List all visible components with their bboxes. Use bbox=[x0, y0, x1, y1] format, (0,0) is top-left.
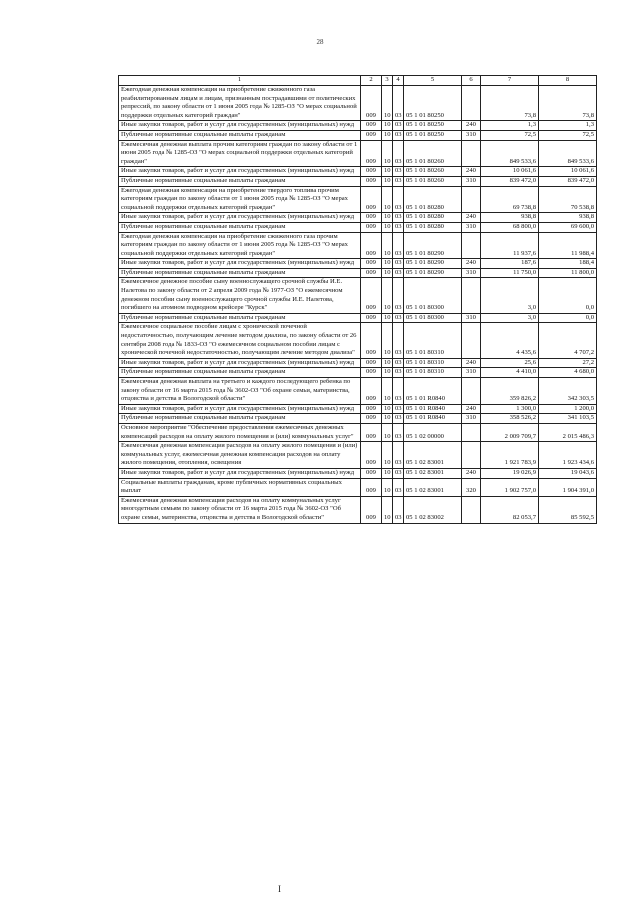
table-row bbox=[119, 468, 597, 478]
row-grbs-code: 009 bbox=[361, 442, 382, 469]
row-expense-type bbox=[462, 186, 481, 213]
row-amount-year2: 1 923 434,6 bbox=[539, 442, 597, 469]
table-row bbox=[119, 378, 597, 405]
row-expense-type bbox=[462, 378, 481, 405]
row-section-code: 10 bbox=[382, 167, 393, 177]
row-expense-type: 310 bbox=[462, 368, 481, 378]
row-amount-year2: 2 015 486,3 bbox=[539, 423, 597, 441]
row-target-article: 05 1 01 80290 bbox=[404, 259, 462, 269]
row-amount-year1: 11 750,0 bbox=[481, 268, 539, 278]
table-row bbox=[119, 414, 597, 424]
row-amount-year1: 839 472,0 bbox=[481, 176, 539, 186]
row-section-code: 10 bbox=[382, 423, 393, 441]
row-amount-year1: 4 410,0 bbox=[481, 368, 539, 378]
row-grbs-code: 009 bbox=[361, 213, 382, 223]
row-description: Ежемесячная денежная компенсация расходов на оплату жилого помещения и (или) коммунальных услуг, ежемесячная денежная компенсация расходов на оплату жилого помещения, отопления, освещения bbox=[119, 442, 361, 469]
table-row bbox=[119, 478, 597, 496]
row-description: Социальные выплаты гражданам, кроме публичных нормативных социальных выплат bbox=[119, 478, 361, 496]
row-grbs-code: 009 bbox=[361, 222, 382, 232]
row-section-code: 10 bbox=[382, 86, 393, 121]
row-amount-year2: 73,8 bbox=[539, 86, 597, 121]
row-subsection-code: 03 bbox=[393, 323, 404, 358]
row-amount-year2: 4 680,0 bbox=[539, 368, 597, 378]
table-row bbox=[119, 176, 597, 186]
row-subsection-code: 03 bbox=[393, 121, 404, 131]
row-amount-year1: 1 921 783,9 bbox=[481, 442, 539, 469]
row-subsection-code: 03 bbox=[393, 468, 404, 478]
row-expense-type bbox=[462, 140, 481, 167]
row-subsection-code: 03 bbox=[393, 358, 404, 368]
row-expense-type: 310 bbox=[462, 222, 481, 232]
row-amount-year2: 69 600,0 bbox=[539, 222, 597, 232]
column-header: 4 bbox=[393, 76, 404, 86]
row-amount-year2: 4 707,2 bbox=[539, 323, 597, 358]
row-expense-type: 240 bbox=[462, 259, 481, 269]
table-row bbox=[119, 323, 597, 358]
row-grbs-code: 009 bbox=[361, 176, 382, 186]
row-amount-year2: 19 043,6 bbox=[539, 468, 597, 478]
row-subsection-code: 03 bbox=[393, 167, 404, 177]
row-section-code: 10 bbox=[382, 140, 393, 167]
row-amount-year1: 849 533,6 bbox=[481, 140, 539, 167]
row-subsection-code: 03 bbox=[393, 86, 404, 121]
row-subsection-code: 03 bbox=[393, 442, 404, 469]
row-expense-type bbox=[462, 496, 481, 523]
row-expense-type: 240 bbox=[462, 121, 481, 131]
row-expense-type: 310 bbox=[462, 268, 481, 278]
row-grbs-code: 009 bbox=[361, 140, 382, 167]
row-grbs-code: 009 bbox=[361, 313, 382, 323]
row-grbs-code: 009 bbox=[361, 268, 382, 278]
row-subsection-code: 03 bbox=[393, 404, 404, 414]
row-description: Иные закупки товаров, работ и услуг для государственных (муниципальных) нужд bbox=[119, 121, 361, 131]
row-amount-year1: 938,8 bbox=[481, 213, 539, 223]
row-amount-year1: 4 435,6 bbox=[481, 323, 539, 358]
row-target-article: 05 1 01 80250 bbox=[404, 130, 462, 140]
row-grbs-code: 009 bbox=[361, 378, 382, 405]
table-row bbox=[119, 259, 597, 269]
column-header: 3 bbox=[382, 76, 393, 86]
row-description: Иные закупки товаров, работ и услуг для государственных (муниципальных) нужд bbox=[119, 358, 361, 368]
row-subsection-code: 03 bbox=[393, 176, 404, 186]
column-header: 8 bbox=[539, 76, 597, 86]
column-header: 5 bbox=[404, 76, 462, 86]
row-expense-type: 240 bbox=[462, 468, 481, 478]
table-row bbox=[119, 167, 597, 177]
row-target-article: 05 1 01 80250 bbox=[404, 121, 462, 131]
row-amount-year2: 27,2 bbox=[539, 358, 597, 368]
row-description: Ежемесячная денежная выплата на третьего и каждого последующего ребенка по закону области от 16 марта 2015 года № 3602-ОЗ "Об охране семьи, материнства, отцовства и детства в Вологодской области" bbox=[119, 378, 361, 405]
row-target-article: 05 1 01 80260 bbox=[404, 140, 462, 167]
column-header: 2 bbox=[361, 76, 382, 86]
row-amount-year1: 19 026,9 bbox=[481, 468, 539, 478]
row-section-code: 10 bbox=[382, 313, 393, 323]
row-target-article: 05 1 02 83001 bbox=[404, 468, 462, 478]
row-description: Иные закупки товаров, работ и услуг для государственных (муниципальных) нужд bbox=[119, 213, 361, 223]
table-row bbox=[119, 232, 597, 259]
row-expense-type: 310 bbox=[462, 130, 481, 140]
row-section-code: 10 bbox=[382, 176, 393, 186]
column-header: 1 bbox=[119, 76, 361, 86]
row-grbs-code: 009 bbox=[361, 121, 382, 131]
row-amount-year2: 1 904 391,0 bbox=[539, 478, 597, 496]
column-header: 7 bbox=[481, 76, 539, 86]
row-section-code: 10 bbox=[382, 468, 393, 478]
row-grbs-code: 009 bbox=[361, 259, 382, 269]
row-description: Основное мероприятие "Обеспечение предоставления ежемесячных денежных компенсаций расходов на оплату жилого помещения и (или) коммунальных услуг" bbox=[119, 423, 361, 441]
table-row bbox=[119, 86, 597, 121]
row-description: Публичные нормативные социальные выплаты гражданам bbox=[119, 176, 361, 186]
row-target-article: 05 1 01 R0840 bbox=[404, 414, 462, 424]
row-target-article: 05 1 02 83001 bbox=[404, 478, 462, 496]
row-amount-year1: 68 800,0 bbox=[481, 222, 539, 232]
row-amount-year2: 849 533,6 bbox=[539, 140, 597, 167]
table-row bbox=[119, 368, 597, 378]
row-grbs-code: 009 bbox=[361, 186, 382, 213]
row-subsection-code: 03 bbox=[393, 278, 404, 313]
row-target-article: 05 1 01 80280 bbox=[404, 213, 462, 223]
row-section-code: 10 bbox=[382, 442, 393, 469]
row-section-code: 10 bbox=[382, 378, 393, 405]
row-expense-type: 310 bbox=[462, 313, 481, 323]
row-subsection-code: 03 bbox=[393, 222, 404, 232]
row-description: Иные закупки товаров, работ и услуг для государственных (муниципальных) нужд bbox=[119, 404, 361, 414]
table-row bbox=[119, 313, 597, 323]
row-grbs-code: 009 bbox=[361, 468, 382, 478]
table-row bbox=[119, 186, 597, 213]
row-amount-year2: 72,5 bbox=[539, 130, 597, 140]
row-subsection-code: 03 bbox=[393, 186, 404, 213]
row-description: Иные закупки товаров, работ и услуг для государственных (муниципальных) нужд bbox=[119, 468, 361, 478]
row-section-code: 10 bbox=[382, 368, 393, 378]
row-expense-type bbox=[462, 86, 481, 121]
row-subsection-code: 03 bbox=[393, 478, 404, 496]
row-grbs-code: 009 bbox=[361, 414, 382, 424]
row-subsection-code: 03 bbox=[393, 259, 404, 269]
row-expense-type bbox=[462, 278, 481, 313]
row-section-code: 10 bbox=[382, 186, 393, 213]
row-expense-type: 310 bbox=[462, 176, 481, 186]
row-subsection-code: 03 bbox=[393, 414, 404, 424]
table-row bbox=[119, 140, 597, 167]
row-expense-type: 320 bbox=[462, 478, 481, 496]
row-section-code: 10 bbox=[382, 259, 393, 269]
row-amount-year1: 11 937,6 bbox=[481, 232, 539, 259]
row-subsection-code: 03 bbox=[393, 368, 404, 378]
row-section-code: 10 bbox=[382, 213, 393, 223]
row-subsection-code: 03 bbox=[393, 378, 404, 405]
table-row bbox=[119, 423, 597, 441]
row-amount-year2: 10 061,6 bbox=[539, 167, 597, 177]
row-amount-year1: 3,0 bbox=[481, 313, 539, 323]
row-subsection-code: 03 bbox=[393, 130, 404, 140]
row-target-article: 05 1 01 R0840 bbox=[404, 378, 462, 405]
row-description: Ежемесячная денежная компенсация расходов на оплату коммунальных услуг многодетным семьям по закону области от 16 марта 2015 года № 3602-ОЗ "Об охране семьи, материнства, отцовства и детства в Вологодской области" bbox=[119, 496, 361, 523]
row-amount-year2: 938,8 bbox=[539, 213, 597, 223]
row-amount-year1: 187,6 bbox=[481, 259, 539, 269]
row-grbs-code: 009 bbox=[361, 496, 382, 523]
row-target-article: 05 1 01 80290 bbox=[404, 268, 462, 278]
row-section-code: 10 bbox=[382, 478, 393, 496]
row-description: Ежегодная денежная компенсация на приобретение сжиженного газа реабилитированным лицам и лицам, признанным пострадавшими от политических репрессий, по закону области от 1 июня 2005 года № 1285-ОЗ "О мерах социальной поддержки отдельных категорий граждан" bbox=[119, 86, 361, 121]
row-section-code: 10 bbox=[382, 404, 393, 414]
row-description: Ежегодная денежная компенсация на приобретение твердого топлива прочим категориям граждан по закону области от 1 июня 2005 года № 1285-ОЗ "О мерах социальной поддержки отдельных категорий граждан" bbox=[119, 186, 361, 213]
row-subsection-code: 03 bbox=[393, 268, 404, 278]
row-subsection-code: 03 bbox=[393, 140, 404, 167]
row-section-code: 10 bbox=[382, 121, 393, 131]
row-target-article: 05 1 01 80300 bbox=[404, 278, 462, 313]
row-expense-type: 310 bbox=[462, 414, 481, 424]
row-subsection-code: 03 bbox=[393, 213, 404, 223]
row-amount-year1: 1 902 757,0 bbox=[481, 478, 539, 496]
row-amount-year2: 11 988,4 bbox=[539, 232, 597, 259]
row-section-code: 10 bbox=[382, 414, 393, 424]
row-section-code: 10 bbox=[382, 323, 393, 358]
row-description: Публичные нормативные социальные выплаты гражданам bbox=[119, 130, 361, 140]
row-section-code: 10 bbox=[382, 130, 393, 140]
row-expense-type: 240 bbox=[462, 167, 481, 177]
row-description: Публичные нормативные социальные выплаты гражданам bbox=[119, 368, 361, 378]
row-subsection-code: 03 bbox=[393, 496, 404, 523]
table-row bbox=[119, 358, 597, 368]
row-target-article: 05 1 01 80260 bbox=[404, 176, 462, 186]
row-amount-year1: 3,0 bbox=[481, 278, 539, 313]
row-amount-year1: 25,6 bbox=[481, 358, 539, 368]
row-section-code: 10 bbox=[382, 268, 393, 278]
row-target-article: 05 1 01 80290 bbox=[404, 232, 462, 259]
row-subsection-code: 03 bbox=[393, 232, 404, 259]
row-grbs-code: 009 bbox=[361, 232, 382, 259]
row-grbs-code: 009 bbox=[361, 323, 382, 358]
row-amount-year1: 2 009 709,7 bbox=[481, 423, 539, 441]
row-target-article: 05 1 02 83002 bbox=[404, 496, 462, 523]
row-description: Публичные нормативные социальные выплаты гражданам bbox=[119, 222, 361, 232]
row-expense-type bbox=[462, 423, 481, 441]
page-number: 28 bbox=[316, 38, 324, 46]
row-grbs-code: 009 bbox=[361, 478, 382, 496]
row-amount-year2: 839 472,0 bbox=[539, 176, 597, 186]
row-description: Иные закупки товаров, работ и услуг для государственных (муниципальных) нужд bbox=[119, 259, 361, 269]
row-amount-year2: 1 200,0 bbox=[539, 404, 597, 414]
row-amount-year2: 342 303,5 bbox=[539, 378, 597, 405]
row-description: Ежегодная денежная компенсация на приобретение сжиженного газа прочим категориям граждан по закону области от 1 июня 2005 года № 1285-ОЗ "О мерах социальной поддержки отдельных категорий граждан" bbox=[119, 232, 361, 259]
row-amount-year1: 69 738,8 bbox=[481, 186, 539, 213]
row-amount-year1: 82 053,7 bbox=[481, 496, 539, 523]
row-grbs-code: 009 bbox=[361, 130, 382, 140]
table-row bbox=[119, 496, 597, 523]
row-description: Ежемесячная денежная выплата прочим категориям граждан по закону области от 1 июня 2005 года № 1285-ОЗ "О мерах социальной поддержки отдельных категорий граждан" bbox=[119, 140, 361, 167]
row-target-article: 05 1 01 80310 bbox=[404, 323, 462, 358]
row-section-code: 10 bbox=[382, 496, 393, 523]
row-grbs-code: 009 bbox=[361, 423, 382, 441]
row-target-article: 05 1 01 80310 bbox=[404, 358, 462, 368]
row-amount-year2: 70 538,8 bbox=[539, 186, 597, 213]
row-grbs-code: 009 bbox=[361, 368, 382, 378]
bottom-mark: I bbox=[278, 884, 281, 894]
row-amount-year2: 0,0 bbox=[539, 278, 597, 313]
row-expense-type: 240 bbox=[462, 213, 481, 223]
row-section-code: 10 bbox=[382, 358, 393, 368]
row-target-article: 05 1 01 80250 bbox=[404, 86, 462, 121]
row-amount-year2: 188,4 bbox=[539, 259, 597, 269]
row-amount-year1: 358 526,2 bbox=[481, 414, 539, 424]
row-expense-type bbox=[462, 232, 481, 259]
row-expense-type bbox=[462, 442, 481, 469]
row-section-code: 10 bbox=[382, 278, 393, 313]
row-grbs-code: 009 bbox=[361, 278, 382, 313]
table-row bbox=[119, 404, 597, 414]
row-amount-year2: 341 103,5 bbox=[539, 414, 597, 424]
table-row bbox=[119, 130, 597, 140]
table-row bbox=[119, 213, 597, 223]
table-row bbox=[119, 442, 597, 469]
row-grbs-code: 009 bbox=[361, 86, 382, 121]
row-amount-year1: 73,8 bbox=[481, 86, 539, 121]
row-target-article: 05 1 02 00000 bbox=[404, 423, 462, 441]
row-expense-type: 240 bbox=[462, 404, 481, 414]
row-amount-year2: 11 800,0 bbox=[539, 268, 597, 278]
row-amount-year1: 72,5 bbox=[481, 130, 539, 140]
table-row bbox=[119, 121, 597, 131]
row-target-article: 05 1 01 80300 bbox=[404, 313, 462, 323]
row-grbs-code: 009 bbox=[361, 358, 382, 368]
row-section-code: 10 bbox=[382, 232, 393, 259]
row-description: Публичные нормативные социальные выплаты гражданам bbox=[119, 313, 361, 323]
row-target-article: 05 1 01 80280 bbox=[404, 186, 462, 213]
row-target-article: 05 1 01 80310 bbox=[404, 368, 462, 378]
row-target-article: 05 1 02 83001 bbox=[404, 442, 462, 469]
row-amount-year1: 1 300,0 bbox=[481, 404, 539, 414]
row-description: Публичные нормативные социальные выплаты гражданам bbox=[119, 268, 361, 278]
table-row bbox=[119, 268, 597, 278]
row-grbs-code: 009 bbox=[361, 404, 382, 414]
row-target-article: 05 1 01 80260 bbox=[404, 167, 462, 177]
column-header: 6 bbox=[462, 76, 481, 86]
row-amount-year2: 0,0 bbox=[539, 313, 597, 323]
row-target-article: 05 1 01 R0840 bbox=[404, 404, 462, 414]
row-expense-type: 240 bbox=[462, 358, 481, 368]
row-description: Иные закупки товаров, работ и услуг для государственных (муниципальных) нужд bbox=[119, 167, 361, 177]
row-amount-year1: 1,3 bbox=[481, 121, 539, 131]
row-grbs-code: 009 bbox=[361, 167, 382, 177]
row-description: Ежемесячное социальное пособие лицам с хронической почечной недостаточностью, получающим лечение методом диализа, по закону области от 26 сентября 2008 года № 1833-ОЗ "О ежемесячном социальном пособии лицам с хронической почечной недостаточностью, получающим лечение методом диализа" bbox=[119, 323, 361, 358]
table-header-row bbox=[119, 76, 597, 86]
row-amount-year1: 359 826,2 bbox=[481, 378, 539, 405]
table-row bbox=[119, 222, 597, 232]
row-target-article: 05 1 01 80280 bbox=[404, 222, 462, 232]
row-description: Ежемесячное денежное пособие сыну военнослужащего срочной службы И.Е. Налетова по закону области от 2 апреля 2009 года № 1977-ОЗ "О ежемесячном денежном пособии сыну военнослужащего срочной службы И.Е. Налетова, погибшего на атомном подводном крейсере "Курск" bbox=[119, 278, 361, 313]
row-expense-type bbox=[462, 323, 481, 358]
row-description: Публичные нормативные социальные выплаты гражданам bbox=[119, 414, 361, 424]
table-row bbox=[119, 278, 597, 313]
row-amount-year1: 10 061,6 bbox=[481, 167, 539, 177]
row-subsection-code: 03 bbox=[393, 313, 404, 323]
row-amount-year2: 85 592,5 bbox=[539, 496, 597, 523]
row-amount-year2: 1,3 bbox=[539, 121, 597, 131]
row-section-code: 10 bbox=[382, 222, 393, 232]
row-subsection-code: 03 bbox=[393, 423, 404, 441]
budget-table bbox=[118, 75, 597, 524]
